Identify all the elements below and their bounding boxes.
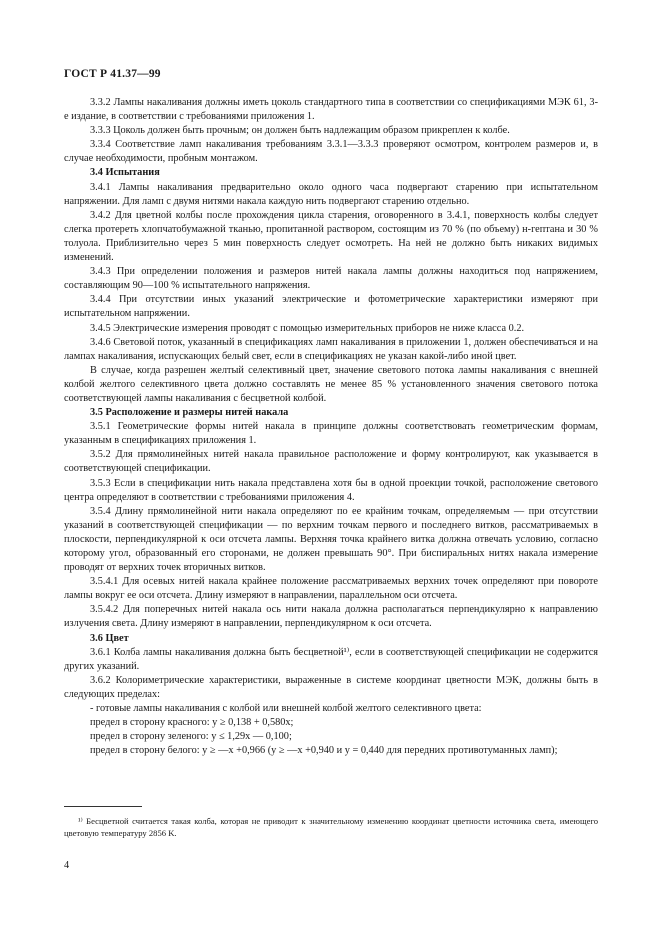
paragraph: 3.4.1 Лампы накаливания предварительно около одного часа подвергают старению при испытательном напряжении. Для ламп с двумя нитями накала каждую нить подвергают старению отдельно.: [64, 181, 598, 207]
paragraph: предел в сторону зеленого: y ≤ 1,29x — 0,100;: [90, 731, 292, 743]
paragraph: 3.4.6 Световой поток, указанный в спецификациях ламп накаливания в приложении 1, должен обеспечиваться и на лампах накаливания, испускающих белый свет, если в спецификациях не указан какой-либо иной цвет.: [64, 336, 598, 362]
document-body: [64, 96, 598, 758]
paragraph: 3.3.4 Соответствие ламп накаливания требованиям 3.3.1—3.3.3 проверяют осмотром, контролем размеров и, в случае необходимости, пробным монтажом.: [64, 139, 598, 165]
paragraph: В случае, когда разрешен желтый селективный цвет, значение светового потока лампы накаливания с внешней колбой желтого селективного цвета должно составлять не менее 85 % установленного значения светового потока соответствующей лампы накаливания с бесцветной колбой.: [64, 364, 598, 404]
paragraph: 3.3.3 Цоколь должен быть прочным; он должен быть надлежащим образом прикреплен к колбе.: [90, 125, 510, 137]
paragraph: 3.5.4.2 Для поперечных нитей накала ось нити накала должна располагаться перпендикулярно к направлению излучения света. Длину измеряют в направлении, перпендикулярном к оси отсчета.: [64, 604, 598, 630]
paragraph: 3.6.2 Колориметрические характеристики, выраженные в системе координат цветности МЭК, должны быть в следующих пределах:: [64, 674, 598, 700]
paragraph: 3.4.5 Электрические измерения проводят с помощью измерительных приборов не ниже класса 0.2.: [90, 322, 525, 334]
paragraph: 3.5.1 Геометрические формы нитей накала в принципе должны соответствовать геометрическим формам, указанным в спецификациях приложения 1.: [64, 421, 598, 447]
paragraph: 3.4.3 При определении положения и размеров нитей накала лампы должны находиться под напряжением, составляющим 90—100 % испытательного напряжения.: [64, 266, 598, 292]
paragraph: 3.5.4 Длину прямолинейной нити накала определяют по ее крайним точкам, определяемым — при отсутствии указаний в соответствующей спецификации — по верхним точкам первого и последнего витков, рассматриваемых в плоскости, перпендикулярной к оси отсчета лампы. Верхняя точка крайнего витка должна отвечать условию, согласно которому угол, образованный его сторонами, не должен превышать 90°. При биспиральных нитях накала измерение проводят от верхних точек вторичных витков.: [64, 505, 598, 574]
paragraph: 3.5.3 Если в спецификации нить накала представлена хотя бы в одной проекции точкой, расположение светового центра определяют в соответствии с требованиями приложения 4.: [64, 477, 598, 503]
paragraph: предел в сторону белого: y ≥ —x +0,966 (y ≥ —x +0,940 и y = 0,440 для передних противотуманных ламп);: [90, 745, 558, 757]
section-heading: 3.5 Расположение и размеры нитей накала: [90, 407, 289, 419]
footnote: [64, 815, 598, 839]
section-heading: 3.4 Испытания: [90, 167, 160, 179]
paragraph: 3.4.2 Для цветной колбы после прохождения цикла старения, оговоренного в 3.4.1, поверхность колбы следует слегка протереть хлопчатобумажной тканью, пропитанной раствором, состоящим из 70 % (по объему) н-гептана и 30 % толуола. Приблизительно через 5 мин поверхность следует осмотреть. На ней не должно быть никаких видимых изменений.: [64, 209, 598, 264]
paragraph: 3.4.4 При отсутствии иных указаний электрические и фотометрические характеристики измеряют при испытательном напряжении.: [64, 294, 598, 320]
page-number: 4: [64, 860, 70, 871]
paragraph: 3.5.2 Для прямолинейных нитей накала правильное расположение и форму контролируют, как указывается в соответствующей спецификации.: [64, 449, 598, 475]
footnote-divider: [64, 806, 142, 807]
section-heading: 3.6 Цвет: [90, 632, 129, 644]
paragraph: 3.3.2 Лампы накаливания должны иметь цоколь стандартного типа в соответствии со спецификациями МЭК 61, 3-е издание, в соответствии с требованиями приложения 1.: [64, 97, 598, 123]
paragraph: - готовые лампы накаливания с колбой или внешней колбой желтого селективного цвета:: [90, 703, 482, 715]
paragraph: предел в сторону красного: y ≥ 0,138 + 0,580x;: [90, 717, 294, 729]
paragraph: 3.5.4.1 Для осевых нитей накала крайнее положение рассматриваемых верхних точек определяют при повороте лампы вокруг ее оси отсчета. Длину измеряют в направлении, параллельном оси отсчета.: [64, 576, 598, 602]
footnote-text: ¹⁾ Бесцветной считается такая колба, которая не приводит к значительному изменению координат цветности источника света, имеющего цветовую температуру 2856 K.: [64, 816, 598, 838]
document-header: ГОСТ Р 41.37—99: [64, 68, 161, 80]
paragraph: 3.6.1 Колба лампы накаливания должна быть бесцветной¹⁾, если в соответствующей спецификации не содержится других указаний.: [64, 646, 598, 672]
